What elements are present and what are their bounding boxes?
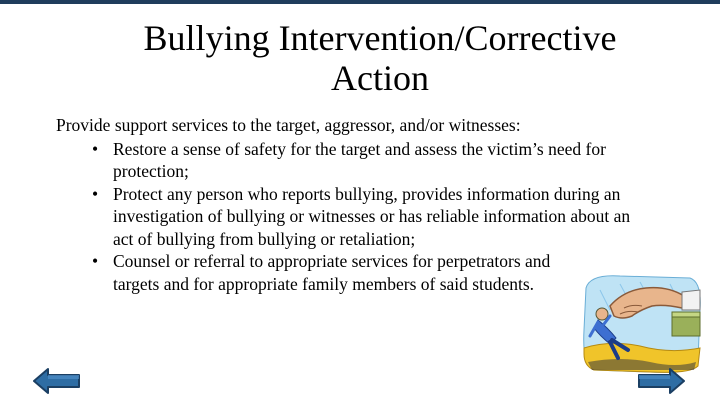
slide-title-line-1: Bullying Intervention/Corrective <box>143 18 617 58</box>
bullet-text: Protect any person who reports bullying, provides information during an investigation of bullying or witnesses or has reliable information about an act of bullying from bullying or retaliation; <box>113 183 631 249</box>
bullet-glyph: • <box>92 138 99 159</box>
previous-arrow-icon <box>32 366 82 396</box>
top-accent-bar <box>0 0 720 4</box>
next-arrow-icon <box>636 366 686 396</box>
bullet-item-counsel <box>92 250 583 295</box>
slide-title <box>100 18 660 98</box>
intro-text: Provide support services to the target, aggressor, and/or witnesses: <box>56 115 521 135</box>
bullet-glyph: • <box>92 183 99 204</box>
helping-hand-clipart-icon <box>580 270 704 378</box>
slide-title-line-2: Action <box>331 58 429 98</box>
slide-body <box>56 114 656 295</box>
bullet-text: Restore a sense of safety for the target and assess the victim’s need for protection; <box>113 138 606 181</box>
bullet-item-safety <box>92 138 638 183</box>
previous-slide-button[interactable] <box>32 366 82 396</box>
bullet-item-protect-reporters <box>92 183 638 251</box>
bullet-text: Counsel or referral to appropriate services for perpetrators and targets and for appropriate family members of said students. <box>113 251 551 294</box>
bullet-glyph: • <box>92 251 99 271</box>
bullet-list <box>56 138 656 296</box>
next-slide-button[interactable] <box>636 366 686 396</box>
